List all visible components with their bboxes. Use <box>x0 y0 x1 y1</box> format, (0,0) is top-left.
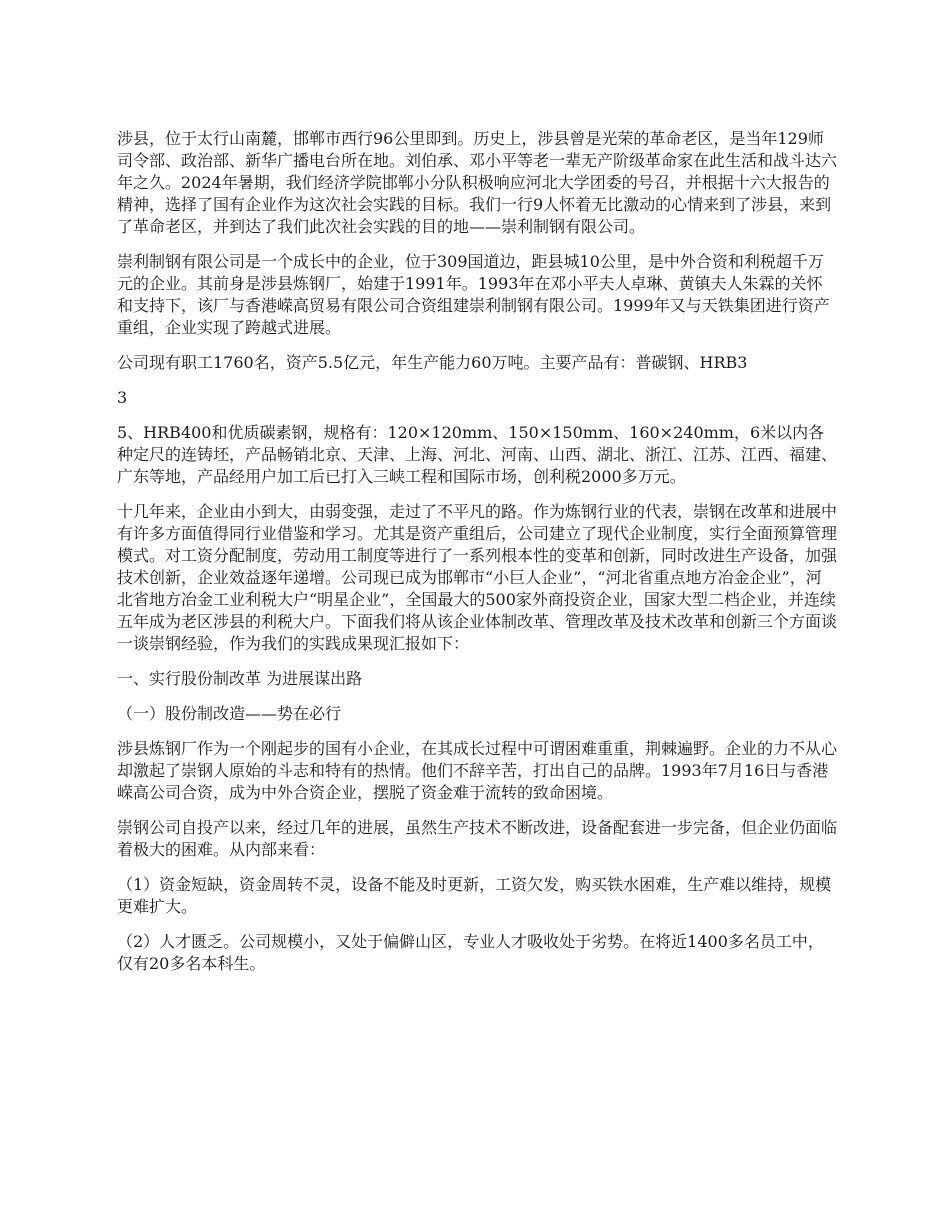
subsection-heading-reform-necessity: （一）股份制改造——势在必行 <box>117 704 342 723</box>
paragraph-internal-difficulties: 崇钢公司自投产以来，经过几年的进展，虽然生产技术不断改进，设备配套进一步完备，但企业仍面临着极大的困难。从内部来看： <box>117 818 838 859</box>
paragraph-development-history: 十几年来，企业由小到大，由弱变强，走过了不平凡的路。作为炼钢行业的代表，崇钢在改革和进展中有许多方面值得同行业借鉴和学习。尤其是资产重组后，公司建立了现代企业制度，实行全面预算管理模式。对工资分配制度，劳动用工制度等进行了一系列根本性的变革和创新，同时改进生产设备，加强技术创新，企业效益逐年递增。公司现已成为邯郸市“小巨人企业”，“河北省重点地方冶金企业”，河北省地方冶金工业利税大户“明星企业”，全国最大的500家外商投资企业，国家大型二档企业，并连续五年成为老区涉县的利税大户。下面我们将从该企业体制改革、管理改革及技术改革和创新三个方面谈一谈崇钢经验，作为我们的实践成果现汇报如下： <box>117 502 838 653</box>
paragraph-intro-shexian: 涉县，位于太行山南麓，邯郸市西行96公里即到。历史上，涉县曾是光荣的革命老区，是当年129师司令部、政治部、新华广播电台所在地。刘伯承、邓小平等老一辈无产阶级革命家在此生活和战斗达六年之久。2024年暑期，我们经济学院邯郸小分队积极响应河北大学团委的号召，并根据十六大报告的精神，选择了国有企业作为这次社会实践的目标。我们一行9人怀着无比激动的心情来到了涉县，来到了革命老区，并到达了我们此次社会实践的目的地——崇利制钢有限公司。 <box>117 129 838 236</box>
list-item-talent-shortage: （2）人才匮乏。公司规模小，又处于偏僻山区，专业人才吸收处于劣势。在将近1400多名员工中，仅有20多名本科生。 <box>117 932 824 973</box>
paragraph-company-profile: 崇利制钢有限公司是一个成长中的企业，位于309国道边，距县城10公里，是中外合资和利税超千万元的企业。其前身是涉县炼钢厂，始建于1991年。1993年在邓小平夫人卓琳、黄镇夫人朱霖的关怀和支持下，该厂与香港嵘高贸易有限公司合资组建崇利制钢有限公司。1999年又与天铁集团进行资产重组，企业实现了跨越式进展。 <box>117 252 830 337</box>
paragraph-product-specs: 5、HRB400和优质碳素钢，规格有：120×120mm、150×150mm、160×240mm，6米以内各种定尺的连铸坯，产品畅销北京、天津、上海、河北、河南、山西、湖北、浙江、江苏、江西、福建、广东等地，产品经用户加工后已打入三峡工程和国际市场，创利税2000多万元。 <box>117 423 838 486</box>
document-page <box>117 128 837 988</box>
section-heading-shareholding-reform: 一、实行股份制改革 为进展谋出路 <box>117 669 363 688</box>
list-item-capital-shortage: （1）资金短缺，资金周转不灵，设备不能及时更新，工资欠发，购买铁水困难，生产难以维持，规模更难扩大。 <box>117 875 832 916</box>
paragraph-staff-and-products: 公司现有职工1760名，资产5.5亿元，年生产能力60万吨。主要产品有：普碳钢、HRB3 <box>117 353 748 372</box>
paragraph-fragment-number: 3 <box>117 388 128 407</box>
paragraph-joint-venture: 涉县炼钢厂作为一个刚起步的国有小企业，在其成长过程中可谓困难重重，荆棘遍野。企业的力不从心却激起了崇钢人原始的斗志和特有的热情。他们不辞辛苦，打出自己的品牌。1993年7月16日与香港嵘高公司合资，成为中外合资企业，摆脱了资金难于流转的致命困境。 <box>117 739 838 802</box>
